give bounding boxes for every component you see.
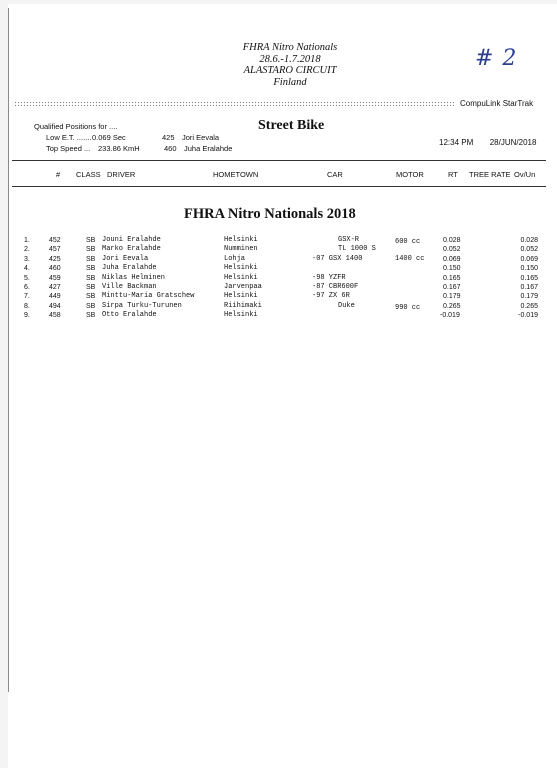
hometown-cell: Lohja <box>224 254 246 263</box>
brand-label: CompuLink StarTrak <box>460 99 534 108</box>
rt-cell: 0.052 <box>443 246 461 254</box>
ov-un-cell: 0.150 <box>520 265 538 273</box>
position-cell: 7. <box>24 293 30 301</box>
ov-un-cell: 0.069 <box>520 255 538 263</box>
event-name: FHRA Nitro Nationals <box>242 42 338 53</box>
number-cell: 457 <box>49 246 61 254</box>
print-timestamp <box>439 138 536 147</box>
car-cell: TL 1000 S <box>338 245 376 254</box>
number-cell: 459 <box>49 274 61 282</box>
position-cell: 8. <box>24 302 30 310</box>
event-header <box>180 42 400 88</box>
motor-cell: 1400 cc <box>395 254 425 263</box>
column-header-driver: DRIVER <box>107 170 136 179</box>
number-cell: 452 <box>49 237 61 244</box>
position-cell: 9. <box>24 312 30 320</box>
column-header-rt: RT <box>448 170 458 179</box>
number-cell: 458 <box>49 312 61 320</box>
rt-cell: 0.165 <box>443 274 461 282</box>
top-speed-value: 233.86 KmH <box>98 144 140 153</box>
ov-un-cell: 0.052 <box>520 246 538 254</box>
handwritten-page-note: # 2 <box>475 46 518 71</box>
table-row <box>0 274 549 283</box>
class-cell: SB <box>86 265 96 273</box>
position-cell: 5. <box>24 274 30 282</box>
low-et-driver: Jori Eevala <box>182 133 220 142</box>
class-title: Street Bike <box>258 118 325 133</box>
driver-cell: Otto Eralahde <box>102 311 157 320</box>
rt-cell: -0.019 <box>440 312 460 320</box>
rt-cell: 0.167 <box>443 283 461 291</box>
car-cell: -07 GSX 1400 <box>312 254 363 263</box>
position-cell: 3. <box>24 255 30 263</box>
print-time: 12:34 PM <box>439 138 474 147</box>
driver-cell: Jori Eevala <box>102 254 149 263</box>
header-top-rule <box>12 160 546 161</box>
hometown-cell: Jarvenpaa <box>224 282 262 291</box>
print-date: 28/JUN/2018 <box>489 138 537 147</box>
column-header-hometown: HOMETOWN <box>213 170 259 179</box>
number-cell: 460 <box>49 265 61 273</box>
number-cell: 494 <box>49 302 61 310</box>
class-cell: SB <box>86 293 96 301</box>
hometown-cell: Helsinki <box>224 292 258 301</box>
ov-un-cell: 0.179 <box>520 293 538 301</box>
table-row <box>0 245 549 254</box>
ov-un-cell: 0.165 <box>520 274 538 282</box>
class-cell: SB <box>86 283 96 291</box>
driver-cell: Ville Backman <box>102 282 157 291</box>
car-cell: -87 CBR600F <box>312 282 359 291</box>
car-cell: GSX-R <box>338 236 360 244</box>
table-row <box>0 255 549 264</box>
position-cell: 2. <box>24 246 30 254</box>
driver-cell: Niklas Helminen <box>102 273 166 282</box>
motor-cell: 990 cc <box>395 303 421 312</box>
column-header-ov-un: Ov/Un <box>514 170 536 179</box>
hometown-cell: Helsinki <box>224 264 258 273</box>
number-cell: 449 <box>49 293 61 301</box>
top-speed-number: 460 <box>164 144 177 153</box>
class-cell: SB <box>86 274 96 282</box>
car-cell: Duke <box>338 301 355 310</box>
table-row <box>0 236 549 245</box>
page-edge-line <box>8 8 9 692</box>
table-row <box>0 264 549 273</box>
rt-cell: 0.150 <box>443 265 461 273</box>
motor-cell: 600 cc <box>395 238 421 246</box>
driver-cell: Minttu-Maria Gratschew <box>102 292 195 301</box>
class-cell: SB <box>86 246 96 254</box>
ov-un-cell: 0.028 <box>520 237 538 244</box>
position-cell: 4. <box>24 265 30 273</box>
table-row <box>0 292 549 301</box>
dotted-divider <box>14 101 454 106</box>
section-title: FHRA Nitro Nationals 2018 <box>184 206 356 222</box>
results-table <box>0 236 549 321</box>
class-cell: SB <box>86 255 96 263</box>
low-et-number: 425 <box>162 133 175 142</box>
column-header-tree-rate: TREE RATE <box>469 170 511 179</box>
position-cell: 1. <box>24 237 30 244</box>
header-bottom-rule <box>12 186 546 187</box>
ov-un-cell: -0.019 <box>518 312 538 320</box>
number-cell: 427 <box>49 283 61 291</box>
table-row <box>0 302 549 311</box>
hometown-cell: Helsinki <box>224 273 258 282</box>
column-header-motor: MOTOR <box>396 170 424 179</box>
event-dates: 28.6.-1.7.2018 <box>259 53 321 65</box>
ov-un-cell: 0.265 <box>520 302 538 310</box>
class-cell: SB <box>86 312 96 320</box>
driver-cell: Sirpa Turku-Turunen <box>102 301 182 310</box>
position-cell: 6. <box>24 283 30 291</box>
ov-un-cell: 0.167 <box>520 283 538 291</box>
low-et-label: Low E.T. ....... <box>46 133 92 142</box>
table-row <box>0 311 549 320</box>
low-et-value: 0.069 Sec <box>92 133 126 142</box>
driver-cell: Jouni Eralahde <box>102 236 161 244</box>
car-cell: -97 ZX 6R <box>312 292 350 301</box>
top-speed-label: Top Speed ... <box>46 144 91 153</box>
column-header-number: # <box>56 170 61 179</box>
event-venue: ALASTARO CIRCUIT <box>243 65 337 76</box>
driver-cell: Marko Eralahde <box>102 245 161 254</box>
rt-cell: 0.179 <box>443 293 461 301</box>
rt-cell: 0.265 <box>443 302 461 310</box>
hometown-cell: Riihimaki <box>224 301 262 310</box>
class-cell: SB <box>86 237 96 244</box>
hometown-cell: Helsinki <box>224 311 258 320</box>
hometown-cell: Numminen <box>224 245 258 254</box>
hometown-cell: Helsinki <box>224 236 258 244</box>
rt-cell: 0.028 <box>443 237 461 244</box>
number-cell: 425 <box>49 255 61 263</box>
car-cell: -98 YZFR <box>312 273 346 282</box>
qualified-heading: Qualified Positions for .... <box>34 122 118 131</box>
class-cell: SB <box>86 302 96 310</box>
top-speed-driver: Juha Eralahde <box>184 144 233 153</box>
table-row <box>0 283 549 292</box>
driver-cell: Juha Eralahde <box>102 264 157 273</box>
column-header-class: CLASS <box>76 170 101 179</box>
rt-cell: 0.069 <box>443 255 461 263</box>
column-header-car: CAR <box>327 170 343 179</box>
event-country: Finland <box>273 76 307 88</box>
